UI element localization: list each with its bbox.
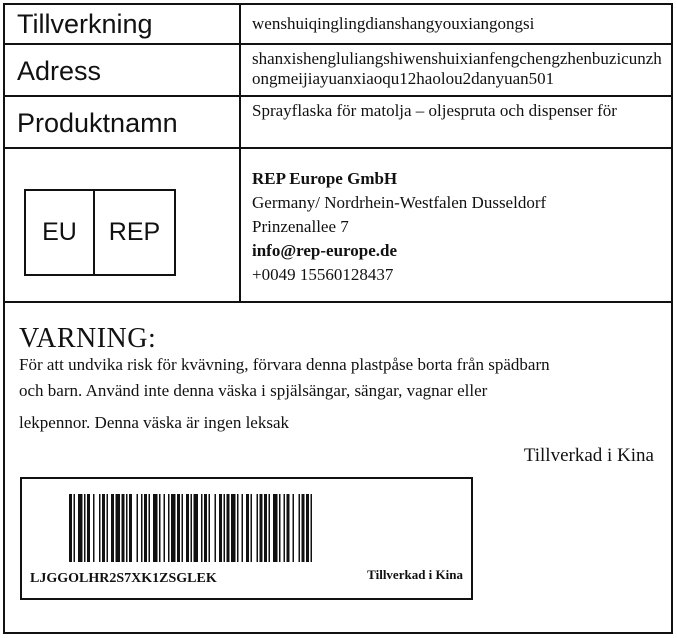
barcode-bar (273, 494, 278, 562)
eu-rep-badge-eu: EU (26, 191, 95, 274)
barcode-bar (227, 494, 230, 562)
barcode-bar (137, 494, 139, 562)
barcode-bar (219, 494, 222, 562)
barcode-bar (269, 494, 271, 562)
barcode-bar (246, 494, 249, 562)
manufacturer-label: Tillverkning (17, 9, 153, 39)
eu-rep-row (5, 149, 671, 303)
eu-rep-phone: +0049 15560128437 (252, 265, 394, 284)
barcode-bar (107, 494, 109, 562)
eu-rep-contact (252, 167, 546, 287)
column-divider (239, 45, 241, 95)
eu-rep-company: REP Europe GmbH (252, 169, 398, 188)
barcode-bar (204, 494, 207, 562)
product-label: Produktnamn (17, 108, 178, 138)
barcode-bar (74, 494, 76, 562)
barcode-bar (209, 494, 211, 562)
eu-rep-email: info@rep-europe.de (252, 241, 398, 260)
barcode-code: LJGGOLHR2S7XK1ZSGLEK (30, 571, 217, 586)
barcode-bar (144, 494, 147, 562)
barcode-bar (287, 494, 290, 562)
barcode-bar (87, 494, 90, 562)
barcode-bar (99, 494, 101, 562)
barcode-bar (260, 494, 263, 562)
product-value: Sprayflaska för matolja – oljespruta och dispenser för (252, 101, 617, 120)
column-divider (239, 5, 241, 43)
barcode-bar (84, 494, 86, 562)
warning-text (19, 352, 659, 436)
barcode-bar (164, 494, 166, 562)
warning-line: och barn. Använd inte denna väska i spjälsängar, sängar, vagnar eller (19, 381, 488, 400)
address-value: shanxishengluliangshiwenshuixianfengchengzhenbuzicunzhongmeijiayuanxiaoqu12haolou2danyuan501 (252, 49, 662, 88)
eu-rep-street: Prinzenallee 7 (252, 217, 349, 236)
barcode-bar (251, 494, 253, 562)
barcode-bar (168, 494, 170, 562)
address-row (5, 45, 671, 97)
barcode-box (20, 477, 473, 600)
barcode-bar (293, 494, 295, 562)
barcode-bar (186, 494, 189, 562)
barcode-bar (311, 494, 313, 562)
barcode-bar (264, 494, 267, 562)
barcode-bar (122, 494, 125, 562)
barcode-bar (129, 494, 132, 562)
barcode-bar (69, 494, 72, 562)
barcode-bar (191, 494, 193, 562)
warning-line: För att undvika risk för kvävning, förvara denna plastpåse borta från spädbarn (19, 355, 550, 374)
barcode-bar (237, 494, 239, 562)
barcode-bar (215, 494, 217, 562)
barcode-bar (116, 494, 121, 562)
barcode-bars (69, 494, 429, 562)
barcode-bar (126, 494, 128, 562)
barcode-bar (306, 494, 309, 562)
address-label: Adress (17, 56, 102, 86)
barcode-bar (93, 494, 95, 562)
barcode-bar (153, 494, 158, 562)
barcode-bar (257, 494, 259, 562)
barcode-bar (102, 494, 105, 562)
barcode-bar (182, 494, 184, 562)
barcode-bar (194, 494, 199, 562)
barcode-bar (302, 494, 305, 562)
manufacturer-row (5, 5, 671, 45)
eu-rep-badge (24, 189, 176, 276)
column-divider (239, 97, 241, 147)
product-row (5, 97, 671, 149)
barcode-bar (159, 494, 161, 562)
barcode-bar (149, 494, 151, 562)
barcode-bar (111, 494, 114, 562)
barcode-bar (231, 494, 236, 562)
warning-title: VARNING: (19, 323, 157, 354)
barcode-bar (177, 494, 180, 562)
manufacturer-value: wenshuiqinglingdianshangyouxiangongsi (252, 14, 535, 33)
barcode-bar (242, 494, 244, 562)
barcode-bar (299, 494, 301, 562)
warning-line: lekpennor. Denna väska är ingen leksak (19, 413, 290, 432)
made-in-text: Tillverkad i Kina (523, 445, 654, 466)
barcode-bar (141, 494, 143, 562)
barcode-bar (224, 494, 226, 562)
eu-rep-badge-rep: REP (108, 218, 161, 246)
barcode-bar (78, 494, 83, 562)
eu-rep-location: Germany/ Nordrhein-Westfalen Dusseldorf (252, 193, 547, 212)
barcode-bar (284, 494, 286, 562)
column-divider (239, 149, 241, 301)
barcode-made-in: Tillverkad i Kina (367, 567, 463, 582)
barcode-bar (171, 494, 176, 562)
product-label (3, 3, 673, 634)
barcode-bar (279, 494, 281, 562)
barcode-bar (201, 494, 203, 562)
